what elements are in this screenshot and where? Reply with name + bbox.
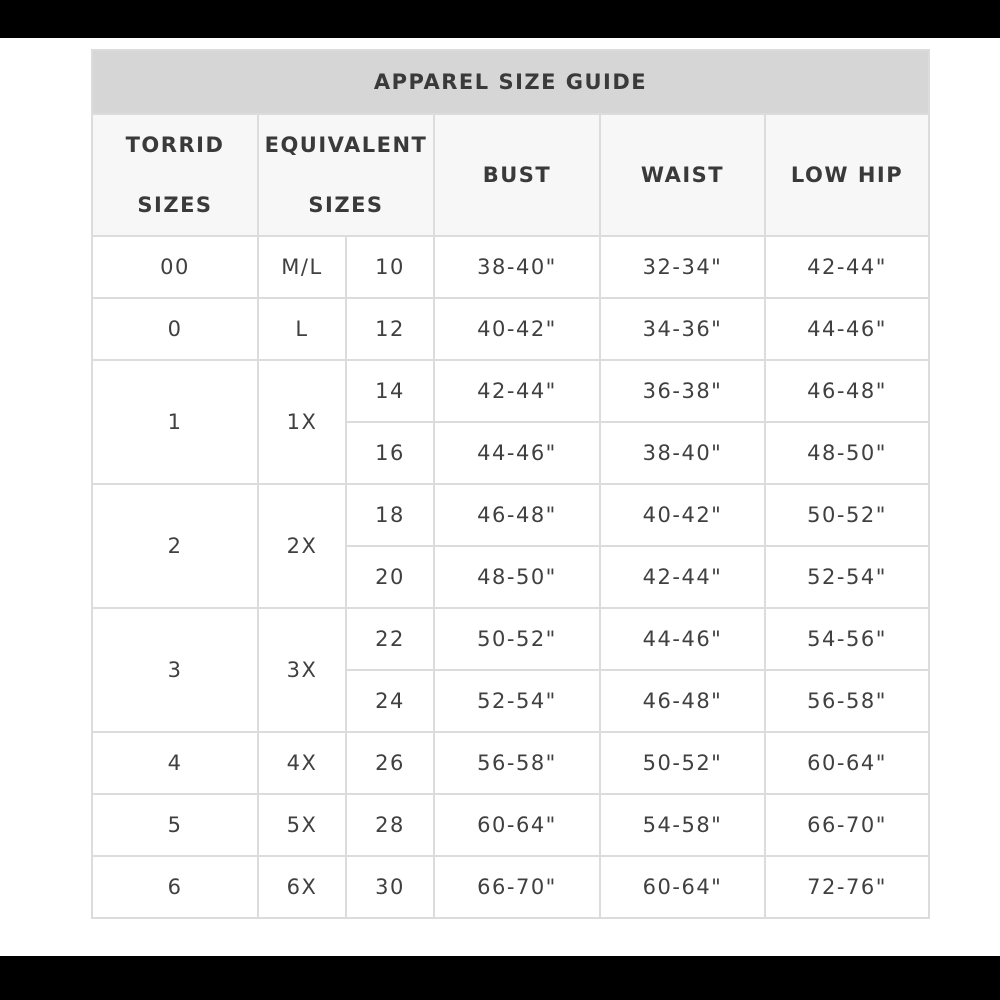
torrid-size-cell: 0 [92,298,258,360]
low-hip-cell: 42-44" [765,236,929,298]
bust-cell: 38-40" [434,236,600,298]
table-row [92,360,929,422]
waist-cell: 60-64" [600,856,765,918]
waist-cell: 54-58" [600,794,765,856]
equivalent-number-size-cell: 14 [346,360,434,422]
bust-cell: 50-52" [434,608,600,670]
equivalent-number-size-cell: 20 [346,546,434,608]
size-table-body [92,236,929,918]
size-guide-image [0,38,1000,956]
waist-cell: 38-40" [600,422,765,484]
size-guide-table [91,49,930,919]
torrid-size-cell: 1 [92,360,258,484]
equivalent-number-size-cell: 12 [346,298,434,360]
equivalent-number-size-cell: 16 [346,422,434,484]
bust-cell: 42-44" [434,360,600,422]
waist-cell: 40-42" [600,484,765,546]
table-row [92,236,929,298]
header-torrid-line2: SIZES [137,193,213,217]
equivalent-number-size-cell: 18 [346,484,434,546]
table-row [92,794,929,856]
waist-cell: 36-38" [600,360,765,422]
equivalent-number-size-cell: 28 [346,794,434,856]
low-hip-cell: 56-58" [765,670,929,732]
torrid-size-cell: 4 [92,732,258,794]
header-equiv-line1: EQUIVALENT [264,133,428,157]
equivalent-letter-size-cell: 3X [258,608,346,732]
torrid-size-cell: 6 [92,856,258,918]
table-row [92,608,929,670]
bust-cell: 60-64" [434,794,600,856]
waist-cell: 32-34" [600,236,765,298]
table-row [92,484,929,546]
equivalent-letter-size-cell: M/L [258,236,346,298]
low-hip-cell: 66-70" [765,794,929,856]
low-hip-cell: 52-54" [765,546,929,608]
equivalent-letter-size-cell: 4X [258,732,346,794]
header-torrid-sizes [92,114,258,236]
low-hip-cell: 54-56" [765,608,929,670]
equivalent-number-size-cell: 26 [346,732,434,794]
bust-cell: 44-46" [434,422,600,484]
table-title: APPAREL SIZE GUIDE [92,50,929,114]
torrid-size-cell: 2 [92,484,258,608]
header-low-hip: LOW HIP [765,114,929,236]
equivalent-number-size-cell: 10 [346,236,434,298]
waist-cell: 50-52" [600,732,765,794]
bust-cell: 48-50" [434,546,600,608]
bust-cell: 56-58" [434,732,600,794]
equivalent-number-size-cell: 30 [346,856,434,918]
equivalent-letter-size-cell: 6X [258,856,346,918]
bust-cell: 52-54" [434,670,600,732]
equivalent-letter-size-cell: 2X [258,484,346,608]
table-row [92,298,929,360]
waist-cell: 42-44" [600,546,765,608]
low-hip-cell: 44-46" [765,298,929,360]
header-equiv-line2: SIZES [308,193,384,217]
waist-cell: 34-36" [600,298,765,360]
low-hip-cell: 60-64" [765,732,929,794]
low-hip-cell: 72-76" [765,856,929,918]
waist-cell: 44-46" [600,608,765,670]
waist-cell: 46-48" [600,670,765,732]
bust-cell: 40-42" [434,298,600,360]
torrid-size-cell: 3 [92,608,258,732]
header-equivalent-sizes [258,114,434,236]
table-row [92,732,929,794]
torrid-size-cell: 00 [92,236,258,298]
low-hip-cell: 48-50" [765,422,929,484]
header-torrid-line1: TORRID [125,133,225,157]
low-hip-cell: 46-48" [765,360,929,422]
header-bust: BUST [434,114,600,236]
table-row [92,856,929,918]
equivalent-number-size-cell: 22 [346,608,434,670]
header-waist: WAIST [600,114,765,236]
equivalent-letter-size-cell: 5X [258,794,346,856]
equivalent-number-size-cell: 24 [346,670,434,732]
bust-cell: 66-70" [434,856,600,918]
equivalent-letter-size-cell: 1X [258,360,346,484]
torrid-size-cell: 5 [92,794,258,856]
bust-cell: 46-48" [434,484,600,546]
equivalent-letter-size-cell: L [258,298,346,360]
low-hip-cell: 50-52" [765,484,929,546]
